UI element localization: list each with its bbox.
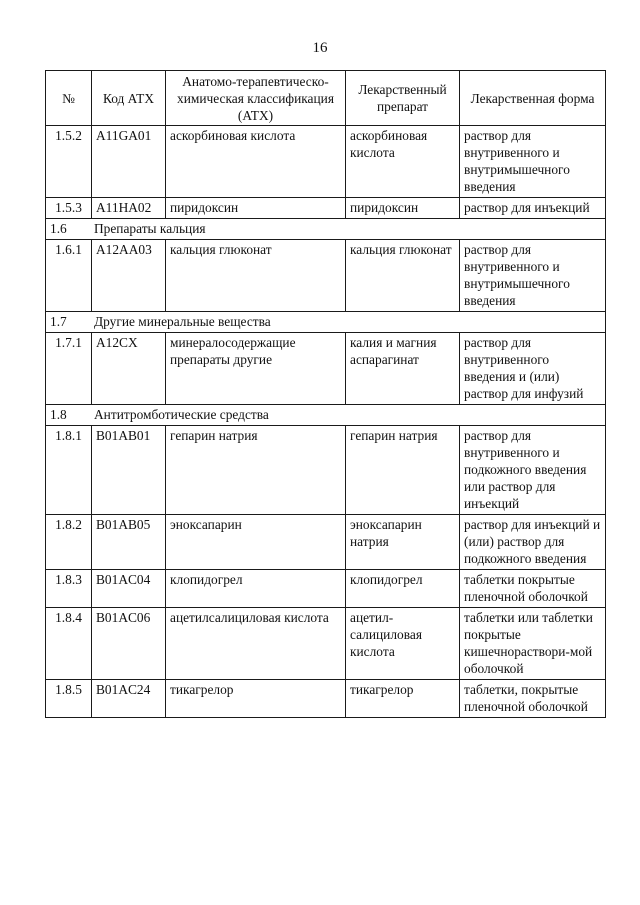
group-title: Антитромботические средства [94,407,269,422]
group-cell [46,312,606,333]
table-row [46,570,606,608]
row-drug: аскорбиновая кислота [346,126,460,198]
row-form: раствор для внутривенного и внутримышечного введения [460,240,606,312]
group-row [46,219,606,240]
row-drug: тикагрелор [346,680,460,718]
row-num: 1.8.3 [46,570,92,608]
header-form: Лекарственная форма [460,71,606,126]
table-row [46,240,606,312]
table-row [46,126,606,198]
row-atc: эноксапарин [166,515,346,570]
row-form: раствор для инъекций и (или) раствор для подкожного введения [460,515,606,570]
row-code: A12CX [92,333,166,405]
row-code: B01AB01 [92,426,166,515]
group-number: 1.7 [50,314,67,329]
row-atc: кальция глюконат [166,240,346,312]
row-atc: гепарин натрия [166,426,346,515]
row-drug: гепарин натрия [346,426,460,515]
row-num: 1.5.3 [46,198,92,219]
row-form: раствор для внутривенного и внутримышечного введения [460,126,606,198]
group-cell [46,219,606,240]
row-drug: клопидогрел [346,570,460,608]
row-drug: кальция глюконат [346,240,460,312]
group-title: Препараты кальция [94,221,206,236]
table-row [46,198,606,219]
row-code: B01AC04 [92,570,166,608]
table-row [46,426,606,515]
group-number: 1.8 [50,407,67,422]
group-row [46,312,606,333]
row-atc: пиридоксин [166,198,346,219]
header-atc-class: Анатомо-терапевтическо-химическая классификация (АТХ) [166,71,346,126]
table-row [46,680,606,718]
table-row [46,333,606,405]
row-atc: клопидогрел [166,570,346,608]
row-code: B01AC24 [92,680,166,718]
row-code: A11HA02 [92,198,166,219]
group-row [46,405,606,426]
row-code: A11GA01 [92,126,166,198]
row-code: B01AB05 [92,515,166,570]
drug-table [45,70,606,718]
row-drug: эноксапарин натрия [346,515,460,570]
header-row [46,71,606,126]
header-num: № [46,71,92,126]
row-atc: аскорбиновая кислота [166,126,346,198]
row-form: раствор для внутривенного и подкожного введения или раствор для инъекций [460,426,606,515]
group-number: 1.6 [50,221,67,236]
row-num: 1.8.4 [46,608,92,680]
row-code: B01AC06 [92,608,166,680]
row-form: таблетки покрытые пленочной оболочкой [460,570,606,608]
row-form: раствор для внутривенного введения и (или) раствор для инфузий [460,333,606,405]
page-number: 16 [312,40,328,56]
row-num: 1.8.1 [46,426,92,515]
group-title: Другие минеральные вещества [94,314,271,329]
row-num: 1.7.1 [46,333,92,405]
row-num: 1.8.2 [46,515,92,570]
row-num: 1.5.2 [46,126,92,198]
row-form: таблетки или таблетки покрытые кишечнораствори-мой оболочкой [460,608,606,680]
row-form: таблетки, покрытые пленочной оболочкой [460,680,606,718]
row-form: раствор для инъекций [460,198,606,219]
row-atc: тикагрелор [166,680,346,718]
row-drug: ацетил-салициловая кислота [346,608,460,680]
row-num: 1.6.1 [46,240,92,312]
table-row [46,515,606,570]
row-drug: калия и магния аспарагинат [346,333,460,405]
header-code: Код АТХ [92,71,166,126]
row-atc: минералосодержащие препараты другие [166,333,346,405]
table-row [46,608,606,680]
row-code: A12AA03 [92,240,166,312]
row-atc: ацетилсалициловая кислота [166,608,346,680]
row-drug: пиридоксин [346,198,460,219]
row-num: 1.8.5 [46,680,92,718]
header-drug: Лекарственный препарат [346,71,460,126]
group-cell [46,405,606,426]
